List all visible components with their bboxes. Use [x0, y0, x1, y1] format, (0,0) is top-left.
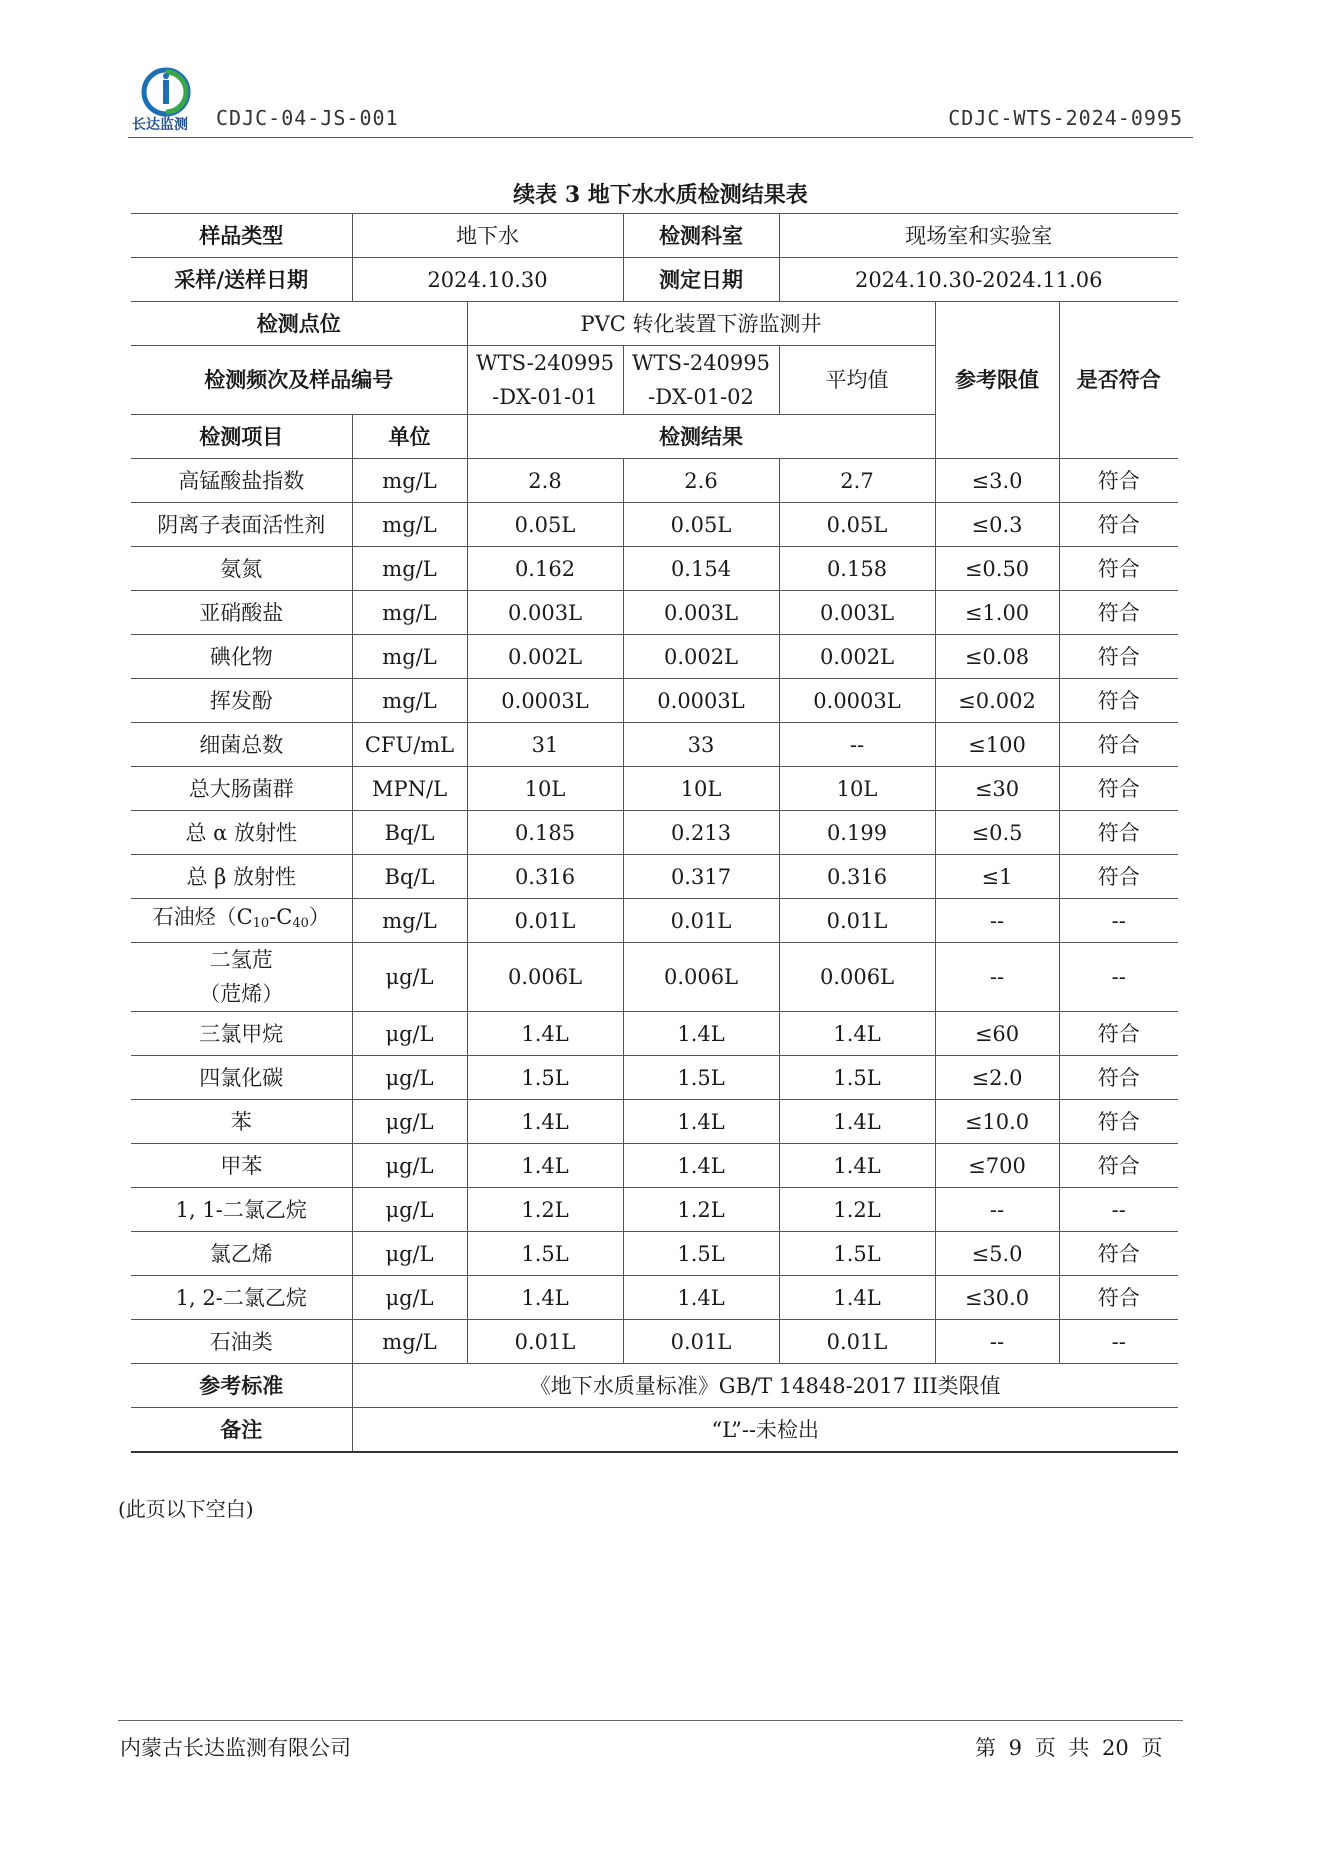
- item-cell: 三氯甲烷: [131, 1012, 352, 1056]
- table-row: [131, 723, 1178, 767]
- item-name-line1: 二氢苊: [209, 948, 273, 972]
- result-2-cell: 0.002L: [623, 635, 779, 679]
- limit-cell: ≤0.002: [935, 679, 1059, 723]
- conform-cell: --: [1059, 1320, 1178, 1364]
- limit-cell: ≤700: [935, 1144, 1059, 1188]
- item-cell: 苯: [131, 1100, 352, 1144]
- average-cell: 1.4L: [779, 1100, 935, 1144]
- sample-id-1-line1: WTS-240995: [475, 351, 614, 375]
- table-row: [131, 635, 1178, 679]
- page-header: [128, 60, 1193, 138]
- result-2-cell: 1.4L: [623, 1012, 779, 1056]
- info-row-2: [131, 258, 1178, 302]
- conform-cell: 符合: [1059, 547, 1178, 591]
- point-value: PVC 转化装置下游监测井: [467, 302, 935, 346]
- table-row: [131, 1320, 1178, 1364]
- result-2-cell: 2.6: [623, 459, 779, 503]
- average-cell: 1.4L: [779, 1144, 935, 1188]
- result-2-cell: 0.05L: [623, 503, 779, 547]
- result-2-cell: 33: [623, 723, 779, 767]
- result-2-cell: 1.5L: [623, 1232, 779, 1276]
- limit-cell: ≤10.0: [935, 1100, 1059, 1144]
- conform-cell: 符合: [1059, 1276, 1178, 1320]
- item-cell: 总 α 放射性: [131, 811, 352, 855]
- limit-cell: ≤60: [935, 1012, 1059, 1056]
- unit-cell: μg/L: [352, 1188, 467, 1232]
- result-2-cell: 1.4L: [623, 1144, 779, 1188]
- table-row: [131, 1012, 1178, 1056]
- result-2-cell: 0.213: [623, 811, 779, 855]
- info-row-1: [131, 214, 1178, 258]
- average-header: 平均值: [779, 346, 935, 415]
- result-2-cell: 0.003L: [623, 591, 779, 635]
- item-name-mid: -C: [269, 905, 293, 929]
- average-cell: 10L: [779, 767, 935, 811]
- table-row: [131, 503, 1178, 547]
- item-cell: 碘化物: [131, 635, 352, 679]
- result-1-cell: 1.4L: [467, 1012, 623, 1056]
- item-cell: 1, 2-二氯乙烷: [131, 1276, 352, 1320]
- conform-cell: 符合: [1059, 1100, 1178, 1144]
- conform-cell: 符合: [1059, 1056, 1178, 1100]
- limit-cell: --: [935, 943, 1059, 1012]
- limit-cell: ≤0.50: [935, 547, 1059, 591]
- conform-cell: 符合: [1059, 811, 1178, 855]
- lab-value: 现场室和实验室: [779, 214, 1178, 258]
- result-2-cell: 1.4L: [623, 1276, 779, 1320]
- result-1-cell: 1.5L: [467, 1056, 623, 1100]
- sample-type-value: 地下水: [352, 214, 623, 258]
- item-cell: 总大肠菌群: [131, 767, 352, 811]
- average-cell: 0.006L: [779, 943, 935, 1012]
- remark-value: “L”--未检出: [352, 1408, 1178, 1453]
- footer-page-number: 第 9 页 共 20 页: [975, 1736, 1163, 1760]
- result-1-cell: 0.05L: [467, 503, 623, 547]
- sample-id-2-line2: -DX-01-02: [648, 385, 754, 409]
- item-cell: 石油类: [131, 1320, 352, 1364]
- item-cell: 四氯化碳: [131, 1056, 352, 1100]
- conform-cell: 符合: [1059, 679, 1178, 723]
- unit-cell: Bq/L: [352, 855, 467, 899]
- table-row: [131, 679, 1178, 723]
- conform-cell: 符合: [1059, 591, 1178, 635]
- item-cell: 高锰酸盐指数: [131, 459, 352, 503]
- result-1-cell: 0.185: [467, 811, 623, 855]
- table-row: [131, 459, 1178, 503]
- footer-divider: [118, 1720, 1183, 1721]
- point-label: 检测点位: [131, 302, 467, 346]
- result-2-cell: 0.317: [623, 855, 779, 899]
- unit-cell: CFU/mL: [352, 723, 467, 767]
- item-cell: 细菌总数: [131, 723, 352, 767]
- limit-cell: ≤5.0: [935, 1232, 1059, 1276]
- reference-standard-label: 参考标准: [131, 1364, 352, 1408]
- blank-page-note: (此页以下空白): [118, 1497, 254, 1521]
- unit-cell: mg/L: [352, 899, 467, 943]
- unit-cell: mg/L: [352, 635, 467, 679]
- unit-cell: μg/L: [352, 943, 467, 1012]
- sample-id-1-line2: -DX-01-01: [492, 385, 598, 409]
- reference-standard-row: [131, 1364, 1178, 1408]
- result-1-cell: 1.5L: [467, 1232, 623, 1276]
- header-divider: [128, 137, 1193, 138]
- result-1-cell: 1.4L: [467, 1276, 623, 1320]
- result-2-cell: 1.5L: [623, 1056, 779, 1100]
- conform-header: 是否符合: [1059, 302, 1178, 459]
- average-cell: 0.316: [779, 855, 935, 899]
- unit-cell: μg/L: [352, 1144, 467, 1188]
- result-1-cell: 1.4L: [467, 1144, 623, 1188]
- unit-cell: Bq/L: [352, 811, 467, 855]
- table-row: [131, 591, 1178, 635]
- result-1-cell: 0.002L: [467, 635, 623, 679]
- unit-cell: mg/L: [352, 1320, 467, 1364]
- conform-cell: 符合: [1059, 503, 1178, 547]
- result-1-cell: 0.162: [467, 547, 623, 591]
- unit-cell: mg/L: [352, 459, 467, 503]
- result-1-cell: 0.0003L: [467, 679, 623, 723]
- result-2-cell: 0.01L: [623, 1320, 779, 1364]
- item-cell: 氯乙烯: [131, 1232, 352, 1276]
- conform-cell: 符合: [1059, 1012, 1178, 1056]
- limit-header: 参考限值: [935, 302, 1059, 459]
- unit-cell: μg/L: [352, 1276, 467, 1320]
- item-cell: [131, 943, 352, 1012]
- item-cell: 阴离子表面活性剂: [131, 503, 352, 547]
- unit-cell: mg/L: [352, 503, 467, 547]
- unit-cell: MPN/L: [352, 767, 467, 811]
- limit-cell: ≤100: [935, 723, 1059, 767]
- average-cell: 1.2L: [779, 1188, 935, 1232]
- table-row: [131, 547, 1178, 591]
- item-cell: [131, 899, 352, 943]
- limit-cell: --: [935, 1320, 1059, 1364]
- limit-cell: ≤30: [935, 767, 1059, 811]
- conform-cell: 符合: [1059, 855, 1178, 899]
- footer-company: 内蒙古长达监测有限公司: [120, 1736, 351, 1760]
- reference-standard-value: 《地下水质量标准》GB/T 14848-2017 III类限值: [352, 1364, 1178, 1408]
- result-1-cell: 10L: [467, 767, 623, 811]
- average-cell: --: [779, 723, 935, 767]
- result-1-cell: 1.2L: [467, 1188, 623, 1232]
- result-1-cell: 0.01L: [467, 1320, 623, 1364]
- average-cell: 1.4L: [779, 1276, 935, 1320]
- conform-cell: --: [1059, 899, 1178, 943]
- point-row: [131, 302, 1178, 346]
- result-1-cell: 0.316: [467, 855, 623, 899]
- average-cell: 1.5L: [779, 1056, 935, 1100]
- table-row: [131, 1232, 1178, 1276]
- table-row: [131, 811, 1178, 855]
- limit-cell: ≤0.5: [935, 811, 1059, 855]
- result-1-cell: 0.006L: [467, 943, 623, 1012]
- average-cell: 0.003L: [779, 591, 935, 635]
- conform-cell: --: [1059, 943, 1178, 1012]
- doc-code-left: CDJC-04-JS-001: [216, 106, 399, 130]
- item-name-prefix: 石油烃（C: [152, 905, 253, 929]
- unit-cell: mg/L: [352, 547, 467, 591]
- freq-label: 检测频次及样品编号: [131, 346, 467, 415]
- limit-cell: ≤0.3: [935, 503, 1059, 547]
- limit-cell: ≤3.0: [935, 459, 1059, 503]
- conform-cell: 符合: [1059, 1232, 1178, 1276]
- limit-cell: ≤30.0: [935, 1276, 1059, 1320]
- result-2-cell: 0.154: [623, 547, 779, 591]
- table-row: [131, 1276, 1178, 1320]
- limit-cell: --: [935, 1188, 1059, 1232]
- result-1-cell: 31: [467, 723, 623, 767]
- sample-id-1: [467, 346, 623, 415]
- average-cell: 1.5L: [779, 1232, 935, 1276]
- table-row: [131, 1100, 1178, 1144]
- limit-cell: --: [935, 899, 1059, 943]
- unit-cell: μg/L: [352, 1232, 467, 1276]
- conform-cell: 符合: [1059, 767, 1178, 811]
- result-2-cell: 0.01L: [623, 899, 779, 943]
- item-cell: 挥发酚: [131, 679, 352, 723]
- table-row: [131, 1188, 1178, 1232]
- logo-text: 长达监测: [132, 117, 188, 133]
- item-name-subscript: 10: [252, 916, 270, 931]
- average-cell: 2.7: [779, 459, 935, 503]
- test-date-label: 测定日期: [623, 258, 779, 302]
- table-row: [131, 943, 1178, 1012]
- table-row: [131, 1056, 1178, 1100]
- unit-cell: μg/L: [352, 1056, 467, 1100]
- average-cell: 0.002L: [779, 635, 935, 679]
- test-date-value: 2024.10.30-2024.11.06: [779, 258, 1178, 302]
- table-row: [131, 899, 1178, 943]
- sampling-date-value: 2024.10.30: [352, 258, 623, 302]
- sample-id-2: [623, 346, 779, 415]
- unit-cell: mg/L: [352, 679, 467, 723]
- item-name-line2: （苊烯）: [199, 982, 284, 1006]
- limit-cell: ≤1: [935, 855, 1059, 899]
- result-2-cell: 1.2L: [623, 1188, 779, 1232]
- limit-cell: ≤2.0: [935, 1056, 1059, 1100]
- result-2-cell: 1.4L: [623, 1100, 779, 1144]
- item-cell: 亚硝酸盐: [131, 591, 352, 635]
- result-1-cell: 2.8: [467, 459, 623, 503]
- result-1-cell: 0.003L: [467, 591, 623, 635]
- unit-cell: mg/L: [352, 591, 467, 635]
- limit-cell: ≤0.08: [935, 635, 1059, 679]
- remark-row: [131, 1408, 1178, 1453]
- result-1-cell: 1.4L: [467, 1100, 623, 1144]
- result-2-cell: 0.0003L: [623, 679, 779, 723]
- unit-cell: μg/L: [352, 1100, 467, 1144]
- results-table: [131, 213, 1178, 1453]
- average-cell: 0.0003L: [779, 679, 935, 723]
- result-header: 检测结果: [467, 415, 935, 459]
- result-2-cell: 10L: [623, 767, 779, 811]
- item-cell: 1, 1-二氯乙烷: [131, 1188, 352, 1232]
- average-cell: 1.4L: [779, 1012, 935, 1056]
- unit-cell: μg/L: [352, 1012, 467, 1056]
- remark-label: 备注: [131, 1408, 352, 1453]
- limit-cell: ≤1.00: [935, 591, 1059, 635]
- result-1-cell: 0.01L: [467, 899, 623, 943]
- sample-type-label: 样品类型: [131, 214, 352, 258]
- table-row: [131, 1144, 1178, 1188]
- item-name-suffix: ）: [308, 905, 330, 929]
- sample-id-2-line1: WTS-240995: [631, 351, 770, 375]
- conform-cell: 符合: [1059, 459, 1178, 503]
- conform-cell: 符合: [1059, 635, 1178, 679]
- table-title: 续表 3 地下水水质检测结果表: [513, 182, 808, 208]
- unit-header: 单位: [352, 415, 467, 459]
- average-cell: 0.199: [779, 811, 935, 855]
- conform-cell: --: [1059, 1188, 1178, 1232]
- conform-cell: 符合: [1059, 1144, 1178, 1188]
- average-cell: 0.05L: [779, 503, 935, 547]
- item-name-subscript: 40: [292, 916, 309, 931]
- average-cell: 0.01L: [779, 1320, 935, 1364]
- item-cell: 甲苯: [131, 1144, 352, 1188]
- table-row: [131, 855, 1178, 899]
- item-cell: 氨氮: [131, 547, 352, 591]
- table-row: [131, 767, 1178, 811]
- doc-code-right: CDJC-WTS-2024-0995: [948, 106, 1183, 130]
- lab-label: 检测科室: [623, 214, 779, 258]
- result-2-cell: 0.006L: [623, 943, 779, 1012]
- item-header: 检测项目: [131, 415, 352, 459]
- conform-cell: 符合: [1059, 723, 1178, 767]
- average-cell: 0.01L: [779, 899, 935, 943]
- average-cell: 0.158: [779, 547, 935, 591]
- item-cell: 总 β 放射性: [131, 855, 352, 899]
- sampling-date-label: 采样/送样日期: [131, 258, 352, 302]
